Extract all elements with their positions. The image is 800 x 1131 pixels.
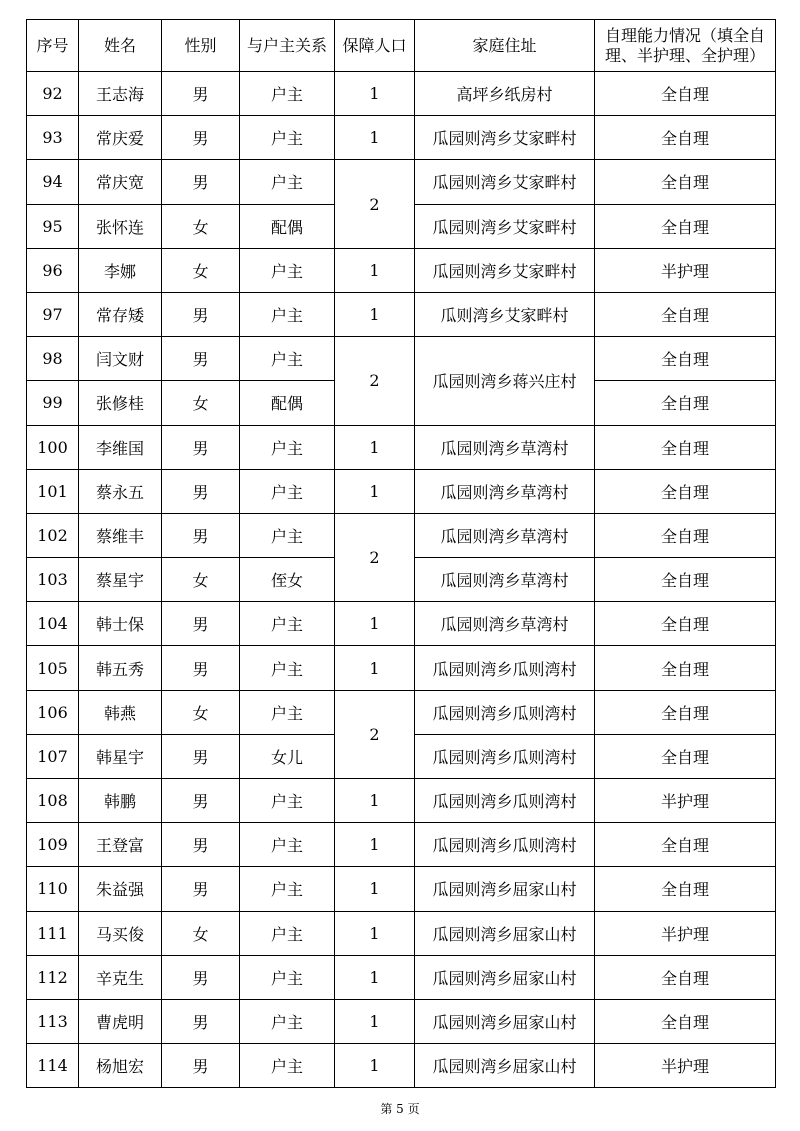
table-row (27, 248, 776, 292)
cell-ability: 全自理 (595, 204, 776, 248)
cell-ability: 全自理 (595, 425, 776, 469)
cell-name: 李娜 (79, 248, 162, 292)
table-row (27, 867, 776, 911)
cell-relation: 女儿 (240, 734, 335, 778)
cell-gender: 男 (162, 734, 240, 778)
cell-no: 100 (27, 425, 79, 469)
cell-name: 张怀连 (79, 204, 162, 248)
table-row (27, 646, 776, 690)
cell-population: 1 (335, 116, 415, 160)
cell-no: 114 (27, 1044, 79, 1088)
cell-population: 1 (335, 646, 415, 690)
cell-relation: 户主 (240, 513, 335, 557)
cell-relation: 配偶 (240, 204, 335, 248)
cell-population: 2 (335, 513, 415, 601)
cell-no: 108 (27, 779, 79, 823)
cell-address: 瓜园则湾乡艾家畔村 (415, 248, 595, 292)
cell-relation: 侄女 (240, 558, 335, 602)
cell-relation: 户主 (240, 646, 335, 690)
cell-address: 瓜园则湾乡瓜则湾村 (415, 779, 595, 823)
household-table (26, 19, 776, 1088)
cell-no: 99 (27, 381, 79, 425)
table-row (27, 469, 776, 513)
cell-relation: 户主 (240, 602, 335, 646)
cell-name: 韩星宇 (79, 734, 162, 778)
cell-population: 2 (335, 690, 415, 778)
table-row (27, 337, 776, 381)
cell-ability: 全自理 (595, 646, 776, 690)
cell-gender: 男 (162, 602, 240, 646)
cell-address: 瓜园则湾乡草湾村 (415, 558, 595, 602)
cell-no: 103 (27, 558, 79, 602)
cell-population: 1 (335, 911, 415, 955)
cell-address: 瓜园则湾乡草湾村 (415, 425, 595, 469)
cell-gender: 男 (162, 160, 240, 204)
cell-ability: 全自理 (595, 690, 776, 734)
cell-relation: 户主 (240, 292, 335, 336)
cell-name: 常庆爱 (79, 116, 162, 160)
cell-ability: 全自理 (595, 381, 776, 425)
header-population: 保障人口 (335, 20, 415, 72)
cell-ability: 全自理 (595, 602, 776, 646)
cell-address: 瓜则湾乡艾家畔村 (415, 292, 595, 336)
cell-gender: 男 (162, 646, 240, 690)
header-ability: 自理能力情况（填全自理、半护理、全护理） (595, 20, 776, 72)
header-row (27, 20, 776, 72)
cell-population: 1 (335, 425, 415, 469)
cell-ability: 半护理 (595, 248, 776, 292)
cell-ability: 全自理 (595, 734, 776, 778)
cell-address: 瓜园则湾乡草湾村 (415, 469, 595, 513)
cell-relation: 户主 (240, 469, 335, 513)
cell-gender: 男 (162, 999, 240, 1043)
cell-ability: 半护理 (595, 1044, 776, 1088)
cell-address: 瓜园则湾乡瓜则湾村 (415, 646, 595, 690)
cell-no: 113 (27, 999, 79, 1043)
cell-ability: 半护理 (595, 911, 776, 955)
cell-ability: 全自理 (595, 116, 776, 160)
cell-gender: 女 (162, 558, 240, 602)
cell-name: 蔡星宇 (79, 558, 162, 602)
cell-name: 李维国 (79, 425, 162, 469)
cell-name: 韩燕 (79, 690, 162, 734)
cell-address: 瓜园则湾乡草湾村 (415, 513, 595, 557)
cell-gender: 男 (162, 955, 240, 999)
cell-address: 瓜园则湾乡瓜则湾村 (415, 734, 595, 778)
cell-gender: 男 (162, 823, 240, 867)
cell-address: 瓜园则湾乡屈家山村 (415, 999, 595, 1043)
cell-name: 杨旭宏 (79, 1044, 162, 1088)
cell-no: 105 (27, 646, 79, 690)
cell-gender: 女 (162, 690, 240, 734)
cell-gender: 女 (162, 248, 240, 292)
cell-name: 辛克生 (79, 955, 162, 999)
cell-gender: 男 (162, 292, 240, 336)
cell-relation: 户主 (240, 160, 335, 204)
cell-relation: 户主 (240, 425, 335, 469)
cell-name: 张修桂 (79, 381, 162, 425)
cell-population: 1 (335, 292, 415, 336)
cell-name: 曹虎明 (79, 999, 162, 1043)
cell-address: 瓜园则湾乡屈家山村 (415, 911, 595, 955)
table-row (27, 513, 776, 557)
cell-ability: 全自理 (595, 292, 776, 336)
cell-population: 1 (335, 999, 415, 1043)
table-row (27, 116, 776, 160)
cell-no: 106 (27, 690, 79, 734)
cell-relation: 户主 (240, 116, 335, 160)
cell-population: 1 (335, 779, 415, 823)
cell-relation: 户主 (240, 955, 335, 999)
cell-name: 马买俊 (79, 911, 162, 955)
table-row (27, 292, 776, 336)
cell-address: 瓜园则湾乡屈家山村 (415, 955, 595, 999)
cell-name: 王登富 (79, 823, 162, 867)
cell-gender: 男 (162, 779, 240, 823)
table-row (27, 1044, 776, 1088)
cell-population: 1 (335, 248, 415, 292)
cell-gender: 男 (162, 116, 240, 160)
cell-name: 常存矮 (79, 292, 162, 336)
page-number: 第 5 页 (380, 1102, 420, 1116)
cell-no: 109 (27, 823, 79, 867)
cell-ability: 全自理 (595, 72, 776, 116)
cell-address: 瓜园则湾乡艾家畔村 (415, 116, 595, 160)
table-row (27, 425, 776, 469)
cell-name: 韩鹏 (79, 779, 162, 823)
table-row (27, 955, 776, 999)
cell-population: 1 (335, 469, 415, 513)
header-relation: 与户主关系 (240, 20, 335, 72)
cell-address: 瓜园则湾乡艾家畔村 (415, 160, 595, 204)
table-row (27, 823, 776, 867)
cell-ability: 全自理 (595, 867, 776, 911)
cell-population: 1 (335, 72, 415, 116)
cell-no: 95 (27, 204, 79, 248)
cell-no: 111 (27, 911, 79, 955)
table-row (27, 999, 776, 1043)
table-row (27, 690, 776, 734)
cell-ability: 全自理 (595, 337, 776, 381)
cell-name: 蔡永五 (79, 469, 162, 513)
cell-relation: 户主 (240, 911, 335, 955)
cell-population: 1 (335, 955, 415, 999)
header-gender: 性别 (162, 20, 240, 72)
cell-gender: 男 (162, 867, 240, 911)
cell-no: 93 (27, 116, 79, 160)
cell-address: 瓜园则湾乡艾家畔村 (415, 204, 595, 248)
cell-address: 瓜园则湾乡草湾村 (415, 602, 595, 646)
cell-ability: 全自理 (595, 160, 776, 204)
cell-no: 94 (27, 160, 79, 204)
cell-name: 闫文财 (79, 337, 162, 381)
cell-no: 104 (27, 602, 79, 646)
cell-no: 96 (27, 248, 79, 292)
cell-population: 2 (335, 160, 415, 248)
cell-relation: 户主 (240, 690, 335, 734)
cell-no: 98 (27, 337, 79, 381)
table-row (27, 911, 776, 955)
cell-gender: 男 (162, 337, 240, 381)
table-row (27, 602, 776, 646)
cell-no: 102 (27, 513, 79, 557)
header-name: 姓名 (79, 20, 162, 72)
cell-gender: 男 (162, 72, 240, 116)
cell-ability: 全自理 (595, 558, 776, 602)
cell-name: 常庆宽 (79, 160, 162, 204)
cell-name: 蔡维丰 (79, 513, 162, 557)
cell-ability: 全自理 (595, 999, 776, 1043)
cell-relation: 户主 (240, 779, 335, 823)
cell-gender: 男 (162, 1044, 240, 1088)
cell-relation: 户主 (240, 1044, 335, 1088)
cell-population: 2 (335, 337, 415, 425)
cell-relation: 户主 (240, 867, 335, 911)
cell-relation: 户主 (240, 337, 335, 381)
cell-ability: 全自理 (595, 513, 776, 557)
cell-population: 1 (335, 823, 415, 867)
cell-no: 97 (27, 292, 79, 336)
cell-ability: 全自理 (595, 823, 776, 867)
cell-ability: 全自理 (595, 469, 776, 513)
cell-ability: 全自理 (595, 955, 776, 999)
header-no: 序号 (27, 20, 79, 72)
cell-relation: 配偶 (240, 381, 335, 425)
cell-population: 1 (335, 602, 415, 646)
cell-population: 1 (335, 867, 415, 911)
table-row (27, 160, 776, 204)
cell-relation: 户主 (240, 248, 335, 292)
header-address: 家庭住址 (415, 20, 595, 72)
cell-relation: 户主 (240, 999, 335, 1043)
cell-address: 瓜园则湾乡蒋兴庄村 (415, 337, 595, 425)
cell-gender: 男 (162, 513, 240, 557)
cell-gender: 女 (162, 381, 240, 425)
cell-no: 112 (27, 955, 79, 999)
cell-gender: 女 (162, 204, 240, 248)
cell-population: 1 (335, 1044, 415, 1088)
cell-address: 瓜园则湾乡瓜则湾村 (415, 690, 595, 734)
cell-gender: 女 (162, 911, 240, 955)
cell-gender: 男 (162, 425, 240, 469)
cell-relation: 户主 (240, 72, 335, 116)
cell-name: 王志海 (79, 72, 162, 116)
cell-no: 92 (27, 72, 79, 116)
cell-no: 110 (27, 867, 79, 911)
table-row (27, 72, 776, 116)
cell-name: 韩五秀 (79, 646, 162, 690)
cell-no: 101 (27, 469, 79, 513)
cell-name: 韩士保 (79, 602, 162, 646)
cell-relation: 户主 (240, 823, 335, 867)
cell-name: 朱益强 (79, 867, 162, 911)
cell-address: 瓜园则湾乡屈家山村 (415, 1044, 595, 1088)
cell-ability: 半护理 (595, 779, 776, 823)
cell-no: 107 (27, 734, 79, 778)
cell-address: 高坪乡纸房村 (415, 72, 595, 116)
cell-gender: 男 (162, 469, 240, 513)
table-row (27, 779, 776, 823)
cell-address: 瓜园则湾乡屈家山村 (415, 867, 595, 911)
cell-address: 瓜园则湾乡瓜则湾村 (415, 823, 595, 867)
